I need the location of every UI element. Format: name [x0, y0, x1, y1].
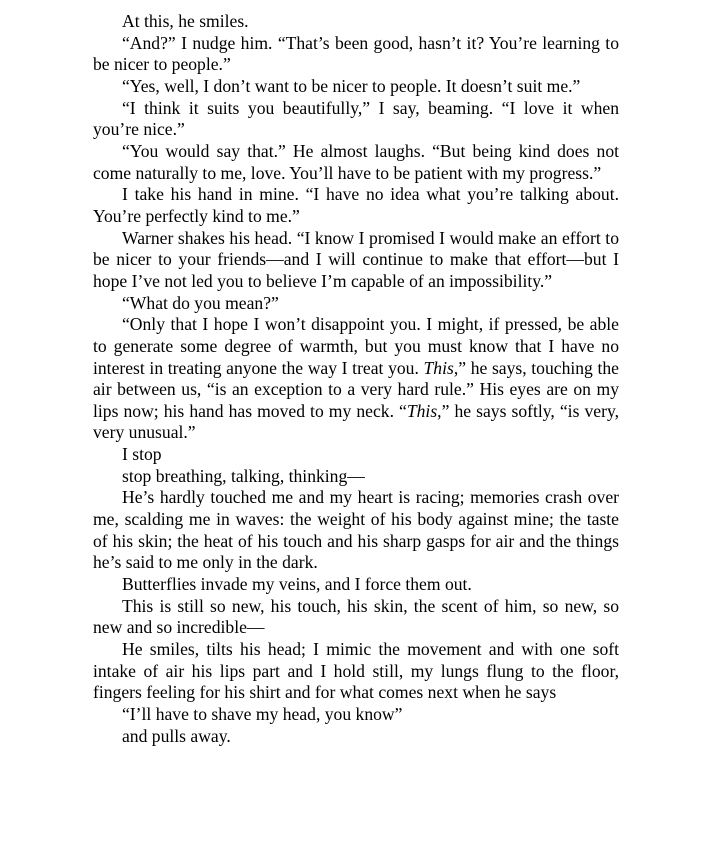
paragraph: Butterflies invade my veins, and I force them out. — [122, 574, 472, 595]
book-page — [93, 11, 619, 747]
paragraph: “What do you mean?” — [122, 292, 279, 313]
paragraph: “You would say that.” He almost laughs. “But being kind does not come naturally to me, love. You’ll have to be patient with my progress.” — [93, 140, 619, 183]
paragraph: Warner shakes his head. “I know I promised I would make an effort to be nicer to your friends—and I will continue to make that effort—but I hope I’ve not led you to believe I’m capable of an impossibility.” — [93, 227, 619, 291]
emphasis-text: This — [423, 357, 454, 378]
paragraph: stop breathing, talking, thinking— — [122, 465, 365, 486]
paragraph: “And?” I nudge him. “That’s been good, hasn’t it? You’re learning to be nicer to people.” — [93, 32, 619, 75]
paragraph: “Yes, well, I don’t want to be nicer to people. It doesn’t suit me.” — [122, 75, 581, 96]
text-run: ,” he says, touching the air between us, “is an exception to a very hard rule.” His eyes are on my lips now; his hand has moved to my neck. “ — [93, 357, 619, 421]
paragraph: “I’ll have to shave my head, you know” — [122, 704, 403, 724]
paragraph: I take his hand in mine. “I have no idea what you’re talking about. You’re perfectly kind to me.” — [93, 184, 619, 226]
paragraph: He’s hardly touched me and my heart is racing; memories crash over me, scalding me in waves: the weight of his body against mine; the taste of his skin; the heat of his touch and his sharp gasps for air and the things he’s said to me only in the dark. — [93, 487, 619, 573]
text-run: “Only that I hope I won’t disappoint you. I might, if pressed, be able to generate some degree of warmth, but you must know that I have no interest in treating anyone the way I treat you. — [93, 314, 619, 378]
text-run: ,” he says softly, “is very, very unusual.” — [93, 400, 619, 443]
paragraph — [93, 314, 619, 444]
paragraph: He smiles, tilts his head; I mimic the movement and with one soft intake of air his lips part and I hold still, my lungs flung to the floor, fingers feeling for his shirt and for what comes next when he says — [93, 639, 619, 703]
paragraph: This is still so new, his touch, his skin, the scent of him, so new, so new and so incredible— — [93, 595, 619, 638]
emphasis-text: This — [406, 400, 438, 421]
paragraph: “I think it suits you beautifully,” I say, beaming. “I love it when you’re nice.” — [93, 97, 619, 140]
paragraph: and pulls away. — [122, 725, 231, 746]
paragraph: I stop — [122, 444, 162, 465]
paragraph: At this, he smiles. — [122, 11, 249, 31]
